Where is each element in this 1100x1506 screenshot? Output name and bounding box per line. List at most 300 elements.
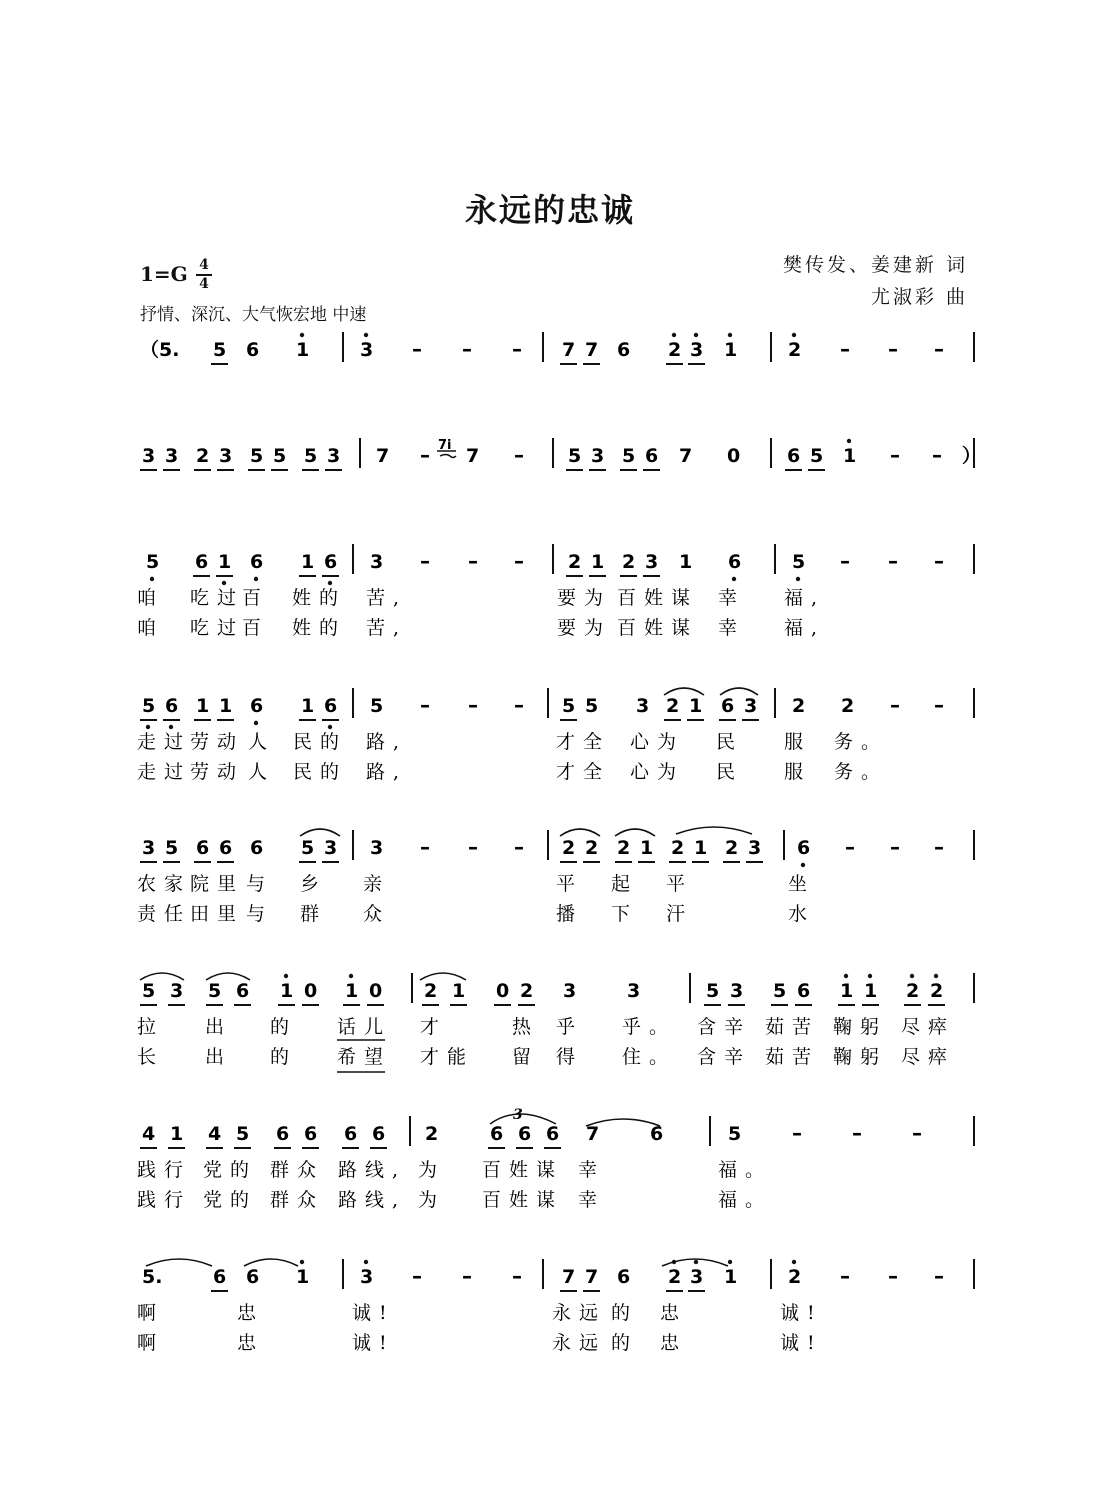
note: 1 [301, 695, 315, 717]
note: 1 [840, 980, 854, 1002]
lyric-word: 姓的 [292, 587, 347, 609]
sustain-dash: – [462, 1264, 472, 1288]
note: 3 [142, 445, 156, 467]
note: 5 [728, 1123, 742, 1145]
lyric-word: 众 [363, 903, 391, 925]
note: 6 [728, 551, 742, 573]
lyric-word: 咱 [137, 617, 165, 639]
note: 6 [246, 1266, 260, 1288]
note: 5 [165, 837, 179, 859]
note: 6 [236, 980, 250, 1002]
note: 6 [617, 1266, 631, 1288]
sustain-dash: – [934, 835, 944, 859]
low-octave-dot [796, 577, 800, 581]
lyric-word: 乎 [556, 1016, 584, 1038]
sustain-dash: – [514, 835, 524, 859]
sustain-dash: – [420, 549, 430, 573]
lyric-word: 乡 [300, 873, 328, 895]
lyric-word: 群众 [270, 1159, 325, 1181]
slur [146, 1259, 212, 1266]
note: 7 [466, 445, 480, 467]
high-octave-dot [868, 974, 872, 978]
sustain-dash: – [890, 835, 900, 859]
lyric-word: 的 [611, 1332, 639, 1354]
note: 5 [562, 695, 576, 717]
sustain-dash: – [412, 1264, 422, 1288]
sustain-dash: – [514, 693, 524, 717]
lyric-word: 责任 [137, 903, 192, 925]
high-octave-dot [847, 439, 851, 443]
lyric-word: 福, [784, 617, 826, 639]
note: 3 [165, 445, 179, 467]
high-octave-dot [364, 333, 368, 337]
lyric-word: 走过 [137, 731, 192, 753]
note: ） [962, 445, 982, 467]
lyric-word: 党的 [203, 1189, 258, 1211]
lyric-word: 要为 [557, 617, 612, 639]
note: 3 [142, 837, 156, 859]
note: 0 [496, 980, 510, 1002]
note: 2 [668, 1266, 682, 1288]
note: 1 [170, 1123, 184, 1145]
lyric-word: 诚! [352, 1332, 395, 1354]
note: 1 [219, 695, 233, 717]
lyric-word: 茹苦 [765, 1046, 820, 1068]
note: 1 [280, 980, 294, 1002]
high-octave-dot [694, 1260, 698, 1264]
lyric-word: 坐 [788, 873, 816, 895]
note: 2 [930, 980, 944, 1002]
note: 0 [369, 980, 383, 1002]
note: 2 [792, 695, 806, 717]
note: 3 [690, 339, 704, 361]
note: 1 [301, 551, 315, 573]
lyric-word: 民的 [293, 731, 348, 753]
lyric-word: 路, [366, 731, 408, 753]
lyric-word: 人 [248, 761, 276, 783]
lyric-word: 院里 [190, 873, 245, 895]
note: 3 [563, 980, 577, 1002]
note: 5 [706, 980, 720, 1002]
note: 7 [585, 1266, 599, 1288]
note: 6 [546, 1123, 560, 1145]
high-octave-dot [792, 333, 796, 337]
note: 5 [142, 980, 156, 1002]
note: 2 [425, 1123, 439, 1145]
note: 6 [650, 1123, 664, 1145]
lyric-word: 诚! [352, 1302, 395, 1324]
note: 1 [689, 695, 703, 717]
lyric-word: 路线, [338, 1189, 407, 1211]
lyric-word: 百姓谋 [617, 587, 699, 609]
note: 3 [370, 551, 384, 573]
sustain-dash: – [514, 549, 524, 573]
note: 5. [142, 1266, 163, 1288]
high-octave-dot [910, 974, 914, 978]
note: 0 [304, 980, 318, 1002]
low-octave-dot [254, 721, 258, 725]
note: 5 [142, 695, 156, 717]
note: 4 [208, 1123, 222, 1145]
slur [420, 973, 466, 980]
lyric-word: 福。 [718, 1189, 773, 1211]
sustain-dash: – [934, 337, 944, 361]
lyric-word: 含辛 [697, 1046, 752, 1068]
note: 6 [617, 339, 631, 361]
lyric-word: 福, [784, 587, 826, 609]
note: 1 [679, 551, 693, 573]
note: 3 [360, 1266, 374, 1288]
slur [615, 829, 655, 836]
slur [720, 688, 758, 695]
note: 5 [810, 445, 824, 467]
lyric-word: 人 [248, 731, 276, 753]
note: 5 [568, 445, 582, 467]
note: 6 [276, 1123, 290, 1145]
lyric-word: 百姓谋 [482, 1189, 564, 1211]
lyric-word: 吃过 [190, 587, 245, 609]
note: 5 [146, 551, 160, 573]
lyric-word: 福。 [718, 1159, 773, 1181]
note: 7 [562, 339, 576, 361]
lyric-word: 永远 [552, 1332, 607, 1354]
lyric-word: 忠 [237, 1332, 265, 1354]
note: 6 [196, 837, 210, 859]
note: 6 [219, 837, 233, 859]
lyric-word: 田里 [190, 903, 245, 925]
note: 3 [744, 695, 758, 717]
lyric-word: 心为 [630, 761, 685, 783]
slur [244, 1259, 298, 1266]
low-octave-dot [146, 725, 150, 729]
sustain-dash: – [792, 1121, 802, 1145]
high-octave-dot [672, 333, 676, 337]
note: 5 [585, 695, 599, 717]
sustain-dash: – [852, 1121, 862, 1145]
slur [664, 688, 704, 695]
lyric-word: 的 [270, 1046, 298, 1068]
low-octave-dot [254, 577, 258, 581]
lyric-word: 群 [300, 903, 328, 925]
note: 3 [170, 980, 184, 1002]
lyric-word: 含辛 [697, 1016, 752, 1038]
slur [300, 829, 340, 836]
note: 6 [490, 1123, 504, 1145]
grace-note: 7i [438, 438, 452, 453]
sustain-dash: – [468, 835, 478, 859]
note: 2 [668, 339, 682, 361]
lyric-word: 务。 [834, 761, 889, 783]
note: 3 [327, 445, 341, 467]
note: 1 [724, 1266, 738, 1288]
lyric-word: 践行 [137, 1159, 192, 1181]
lyric-word: 农家 [137, 873, 192, 895]
note: 6 [324, 551, 338, 573]
low-octave-dot [732, 577, 736, 581]
note: 6 [250, 837, 264, 859]
lyric-word: 幸 [718, 587, 746, 609]
lyric-word: 咱 [137, 587, 165, 609]
sustain-dash: – [934, 693, 944, 717]
note: 2 [906, 980, 920, 1002]
high-octave-dot [934, 974, 938, 978]
sustain-dash: – [934, 549, 944, 573]
low-octave-dot [801, 863, 805, 867]
high-octave-dot [728, 333, 732, 337]
note: 7 [585, 339, 599, 361]
sustain-dash: – [462, 337, 472, 361]
lyric-word: 汗 [666, 903, 694, 925]
sustain-dash: – [934, 1264, 944, 1288]
note: 3 [324, 837, 338, 859]
high-octave-dot [728, 1260, 732, 1264]
lyric-word: 起 [611, 873, 639, 895]
lyric-word: 务。 [834, 731, 889, 753]
time-signature-bottom: 4 [199, 276, 209, 292]
lyric-word: 热 [512, 1016, 540, 1038]
lyric-word: 乎。 [622, 1016, 677, 1038]
sustain-dash: – [888, 549, 898, 573]
lyric-word: 平 [666, 873, 694, 895]
lyric-word: 出 [205, 1016, 233, 1038]
lyric-word: 拉 [137, 1016, 165, 1038]
high-octave-dot [300, 1260, 304, 1264]
note: 7 [562, 1266, 576, 1288]
note: 5 [792, 551, 806, 573]
note: 6 [797, 837, 811, 859]
lyric-word: 姓的 [292, 617, 347, 639]
low-octave-dot [328, 581, 332, 585]
lyric-word: 幸 [578, 1189, 606, 1211]
lyric-word: 群众 [270, 1189, 325, 1211]
lyric-word: 党的 [203, 1159, 258, 1181]
sustain-dash: – [512, 337, 522, 361]
note: 5 [304, 445, 318, 467]
sustain-dash: – [468, 693, 478, 717]
note: 6 [165, 695, 179, 717]
lyric-word: 永远 [552, 1302, 607, 1324]
sustain-dash: – [890, 443, 900, 467]
slur [206, 973, 250, 980]
high-octave-dot [844, 974, 848, 978]
note: 5 [250, 445, 264, 467]
high-octave-dot [284, 974, 288, 978]
note: 5 [370, 695, 384, 717]
note: 6 [518, 1123, 532, 1145]
lyric-word: 才全 [556, 731, 611, 753]
low-octave-dot [328, 725, 332, 729]
slur [676, 827, 752, 834]
triplet-number: 3 [513, 1107, 523, 1123]
song-title: 永远的忠诚 [464, 191, 635, 229]
lyric-word: 为 [418, 1159, 446, 1181]
note: 1 [452, 980, 466, 1002]
lyric-word: 路线, [338, 1159, 407, 1181]
note: 3 [690, 1266, 704, 1288]
lyric-word: 心为 [630, 731, 685, 753]
note: 4 [142, 1123, 156, 1145]
lyric-word: 尽瘁 [901, 1046, 956, 1068]
lyric-word: 与 [246, 903, 274, 925]
lyric-word: 吃过 [190, 617, 245, 639]
grace-slur [440, 455, 456, 458]
note: 1 [591, 551, 605, 573]
note: 6 [250, 551, 264, 573]
lyric-word: 苦, [366, 587, 408, 609]
lyric-word: 百 [242, 587, 270, 609]
note: 1 [694, 837, 708, 859]
sustain-dash: – [840, 549, 850, 573]
sustain-dash: – [420, 693, 430, 717]
note: 5 [773, 980, 787, 1002]
note: 3 [636, 695, 650, 717]
lyric-word: 苦, [366, 617, 408, 639]
sustain-dash: – [840, 337, 850, 361]
note: 2 [520, 980, 534, 1002]
lyric-word: 与 [246, 873, 274, 895]
sustain-dash: – [512, 1264, 522, 1288]
sustain-dash: – [420, 443, 430, 467]
note: 6 [250, 695, 264, 717]
note: 5 [236, 1123, 250, 1145]
note: 3 [730, 980, 744, 1002]
lyric-word: 话儿 [337, 1016, 392, 1038]
note: 6 [213, 1266, 227, 1288]
lyric-word: 才能 [420, 1046, 475, 1068]
note: 2 [788, 339, 802, 361]
lyric-word: 啊 [137, 1302, 165, 1324]
lyric-word: 的 [611, 1302, 639, 1324]
note: 5 [301, 837, 315, 859]
lyric-word: 留 [512, 1046, 540, 1068]
high-octave-dot [364, 1260, 368, 1264]
lyric-word: 鞠躬 [833, 1046, 888, 1068]
note: 6 [721, 695, 735, 717]
lyric-word: 服 [784, 731, 812, 753]
note: 3 [627, 980, 641, 1002]
lyric-word: 长 [137, 1046, 165, 1068]
note: 1 [196, 695, 210, 717]
note: 5 [622, 445, 636, 467]
lyric-word: 尽瘁 [901, 1016, 956, 1038]
lyric-word: 百 [242, 617, 270, 639]
lyric-word: 民的 [293, 761, 348, 783]
lyric-word: 路, [366, 761, 408, 783]
key-signature: 1=G [140, 262, 188, 286]
lyric-word: 出 [205, 1046, 233, 1068]
lyric-word: 水 [788, 903, 816, 925]
tempo-marking: 抒情、深沉、大气恢宏地 中速 [140, 305, 367, 325]
note: 7 [679, 445, 693, 467]
lyric-word: 平 [556, 873, 584, 895]
lyric-word: 为 [418, 1189, 446, 1211]
lyric-word: 百姓谋 [482, 1159, 564, 1181]
lyric-word: 茹苦 [765, 1016, 820, 1038]
sustain-dash: – [514, 443, 524, 467]
lyric-word: 忠 [237, 1302, 265, 1324]
note: 7 [586, 1123, 600, 1145]
note: 2 [562, 837, 576, 859]
lyric-word: 下 [611, 903, 639, 925]
lyric-word: 才全 [556, 761, 611, 783]
note: 1 [218, 551, 232, 573]
lyric-word: 诚! [780, 1302, 823, 1324]
sustain-dash: – [468, 549, 478, 573]
note: 1 [843, 445, 857, 467]
lyric-word: 住。 [622, 1046, 677, 1068]
note: 2 [568, 551, 582, 573]
note: 2 [617, 837, 631, 859]
note: 0 [727, 445, 741, 467]
note: 5 [213, 339, 227, 361]
note: 6 [324, 695, 338, 717]
low-octave-dot [150, 577, 154, 581]
note: 6 [195, 551, 209, 573]
note: 1 [296, 339, 310, 361]
note: 3 [748, 837, 762, 859]
note: 1 [724, 339, 738, 361]
lyric-word: 忠 [660, 1302, 688, 1324]
lyric-word: 劳动 [190, 731, 245, 753]
lyric-word: 啊 [137, 1332, 165, 1354]
note: 2 [666, 695, 680, 717]
high-octave-dot [694, 333, 698, 337]
lyric-word: 得 [556, 1046, 584, 1068]
lyric-word: 的 [270, 1016, 298, 1038]
note: 2 [671, 837, 685, 859]
note: 5 [273, 445, 287, 467]
sustain-dash: – [912, 1121, 922, 1145]
slur [560, 829, 600, 836]
lyric-word: 民 [716, 731, 744, 753]
lyric-word: 希望 [337, 1046, 392, 1068]
note: 5 [208, 980, 222, 1002]
sustain-dash: – [840, 1264, 850, 1288]
note: 1 [640, 837, 654, 859]
note: （5. [140, 339, 180, 361]
sustain-dash: – [412, 337, 422, 361]
note: 2 [622, 551, 636, 573]
note: 3 [645, 551, 659, 573]
high-octave-dot [300, 333, 304, 337]
sustain-dash: – [888, 1264, 898, 1288]
note: 6 [372, 1123, 386, 1145]
sustain-dash: – [932, 443, 942, 467]
low-octave-dot [222, 581, 226, 585]
note: 3 [370, 837, 384, 859]
note: 6 [344, 1123, 358, 1145]
note: 3 [219, 445, 233, 467]
lyric-word: 才 [420, 1016, 448, 1038]
note: 1 [864, 980, 878, 1002]
lyric-word: 鞠躬 [833, 1016, 888, 1038]
note: 2 [725, 837, 739, 859]
note: 7 [376, 445, 390, 467]
note: 2 [424, 980, 438, 1002]
lyric-word: 走过 [137, 761, 192, 783]
low-octave-dot [169, 725, 173, 729]
note: 1 [296, 1266, 310, 1288]
lyric-word: 践行 [137, 1189, 192, 1211]
lyric-word: 诚! [780, 1332, 823, 1354]
note: 2 [788, 1266, 802, 1288]
high-octave-dot [349, 974, 353, 978]
note: 1 [345, 980, 359, 1002]
note: 6 [246, 339, 260, 361]
lyric-word: 要为 [557, 587, 612, 609]
composer-credit: 尤淑彩 曲 [870, 286, 968, 308]
note: 2 [585, 837, 599, 859]
